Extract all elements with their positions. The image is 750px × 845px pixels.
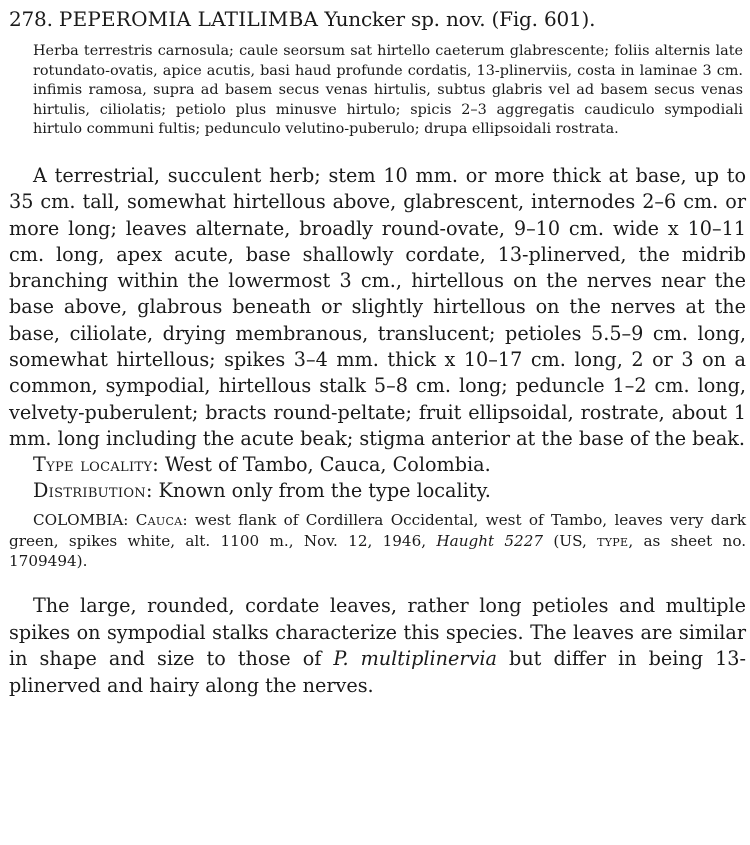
type-locality (9, 452, 746, 478)
remarks-part1: The large, rounded, cordate leaves, rather long petioles and multiple spikes on sympodial stalks characterize this species. The leaves are similar in shape and size to those of (9, 594, 746, 671)
distribution-label: Distribution (33, 479, 146, 503)
specimen-herbarium: (US, (553, 531, 587, 550)
distribution-value: Known only from the type locality. (158, 479, 491, 503)
distribution-colon: : (145, 479, 153, 503)
specimen-sheet: , as sheet no. 1709494). (9, 531, 747, 571)
type-locality-colon: : (152, 453, 159, 477)
distribution (9, 478, 746, 504)
type-locality-label: Type locality (33, 453, 153, 477)
species-description: A terrestrial, succulent herb; stem 10 mm. or more thick at base, up to 35 cm. tall, somewhat hirtellous above, glabrescent, internodes 2–6 cm. or more long; leaves alternate, broadly round-ovate, 9–10 cm. wide x 10–11 cm. long, apex acute, base shallowly cordate, 13-plinerved, the midrib branching within the lowermost 3 cm., hirtellous on the nerves near the base above, glabrous beneath or slightly hirtellous on the nerves at the base, ciliolate, drying membranous, translucent; petioles 5.5–9 cm. long, somewhat hirtellous; spikes 3–4 mm. thick x 10–17 cm. long, 2 or 3 on a common, sympodial, hirtellous stalk 5–8 cm. long; peduncle 1–2 cm. long, velvety-puberulent; bracts round-peltate; fruit ellipsoidal, rostrate, about 1 mm. long including the acute beak; stigma anterior at the base of the beak. (9, 163, 746, 450)
type-locality-value: West of Tambo, Cauca, Colombia. (164, 453, 491, 477)
latin-diagnosis: Herba terrestris carnosula; caule seorsum sat hirtello caeterum glabrescente; foliis alternis late rotundato-ovatis, apice acutis, basi haud profunde cordatis, 13-plinerviis, costa in laminae 3 cm. infimis ramosa, supra ad basem secus venas hirtulis, subtus glabris vel ad basem secus venas hirtulis, ciliolatis; petiolo plus minusve hirtulo; spicis 2–3 aggregatis caudiculo sympodiali hirtulo communi fultis; pedunculo velutino-puberulo; drupa ellipsoidali rostrata. (33, 43, 743, 138)
species-authority: Yuncker sp. nov. (Fig. 601). (324, 7, 596, 31)
specimen-type-word: type (597, 531, 629, 550)
specimen-department: Cauca (135, 511, 183, 530)
remarks-part2: but differ in being 13-plinerved and hairy along the nerves. (9, 647, 746, 697)
specimen-details: west flank of Cordillera Occidental, west of Tambo, leaves very dark green, spikes white, alt. 1100 m., Nov. 12, 1946, (9, 511, 747, 550)
species-number: 278. (9, 7, 53, 31)
specimen-country: COLOMBIA: (33, 511, 129, 530)
species-remarks (9, 593, 746, 699)
specimen-collector: Haught 5227 (436, 531, 544, 550)
compared-species: P. multiplinervia (333, 647, 497, 671)
species-name: PEPEROMIA LATILIMBA (58, 7, 319, 31)
species-heading (9, 6, 746, 33)
specimen-department-colon: : (182, 511, 188, 530)
specimen-citation (9, 510, 746, 572)
